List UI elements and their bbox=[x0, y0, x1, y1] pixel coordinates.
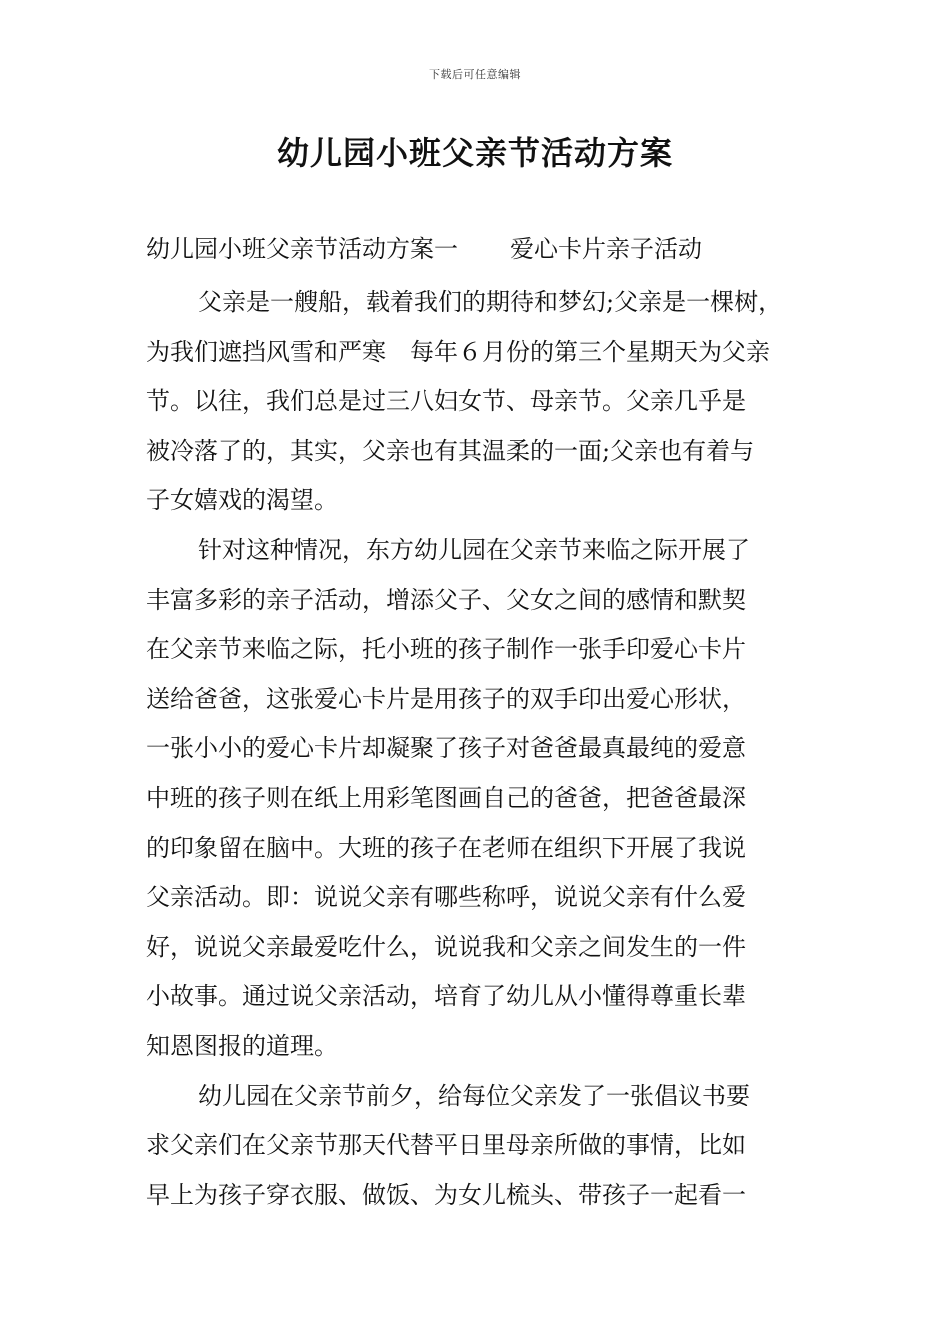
paragraph-line: 在父亲节来临之际，托小班的孩子制作一张手印爱心卡片 bbox=[146, 635, 746, 664]
paragraph-line: 针对这种情况，东方幼儿园在父亲节来临之际开展了 bbox=[198, 535, 750, 564]
header-note: 下载后可任意编辑 bbox=[429, 68, 521, 81]
paragraph-line: 的印象留在脑中。大班的孩子在老师在组织下开展了我说 bbox=[146, 833, 746, 862]
paragraph-line: 知恩图报的道理。 bbox=[146, 1031, 338, 1060]
paragraph-line: 父亲是一艘船，载着我们的期待和梦幻;父亲是一棵树， bbox=[198, 288, 783, 316]
paragraph-line: 送给爸爸，这张爱心卡片是用孩子的双手印出爱心形状， bbox=[146, 684, 746, 713]
section-heading bbox=[146, 232, 702, 266]
paragraph-line: 小故事。通过说父亲活动，培育了幼儿从小懂得尊重长辈 bbox=[146, 982, 746, 1011]
paragraph-line: 好，说说父亲最爱吃什么，说说我和父亲之间发生的一件 bbox=[146, 932, 746, 961]
paragraph-line: 求父亲们在父亲节那天代替平日里母亲所做的事情，比如 bbox=[146, 1131, 746, 1160]
paragraph-line: 为我们遮挡风雪和严寒 每年６月份的第三个星期天为父亲 bbox=[146, 337, 770, 366]
paragraph-line: 父亲活动。即：说说父亲有哪些称呼，说说父亲有什么爱 bbox=[146, 883, 746, 912]
section-heading-right: 爱心卡片亲子活动 bbox=[510, 235, 702, 263]
paragraph-line: 一张小小的爱心卡片却凝聚了孩子对爸爸最真最纯的爱意 bbox=[146, 734, 746, 763]
paragraph-line: 丰富多彩的亲子活动，增添父子、父女之间的感情和默契 bbox=[146, 585, 746, 614]
paragraph-line: 子女嬉戏的渴望。 bbox=[146, 486, 338, 515]
body-text bbox=[146, 278, 806, 1220]
paragraph-line: 早上为孩子穿衣服、做饭、为女儿梳头、带孩子一起看一 bbox=[146, 1180, 746, 1209]
paragraph-line: 被冷落了的，其实，父亲也有其温柔的一面;父亲也有着与 bbox=[146, 436, 755, 465]
paragraph-line: 节。以往，我们总是过三八妇女节、母亲节。父亲几乎是 bbox=[146, 387, 746, 416]
document-title: 幼儿园小班父亲节活动方案 bbox=[276, 134, 673, 172]
paragraph-line: 中班的孩子则在纸上用彩笔图画自己的爸爸，把爸爸最深 bbox=[146, 783, 746, 812]
paragraph-line: 幼儿园在父亲节前夕，给每位父亲发了一张倡议书要 bbox=[198, 1081, 750, 1110]
section-heading-left: 幼儿园小班父亲节活动方案一 bbox=[146, 235, 458, 263]
